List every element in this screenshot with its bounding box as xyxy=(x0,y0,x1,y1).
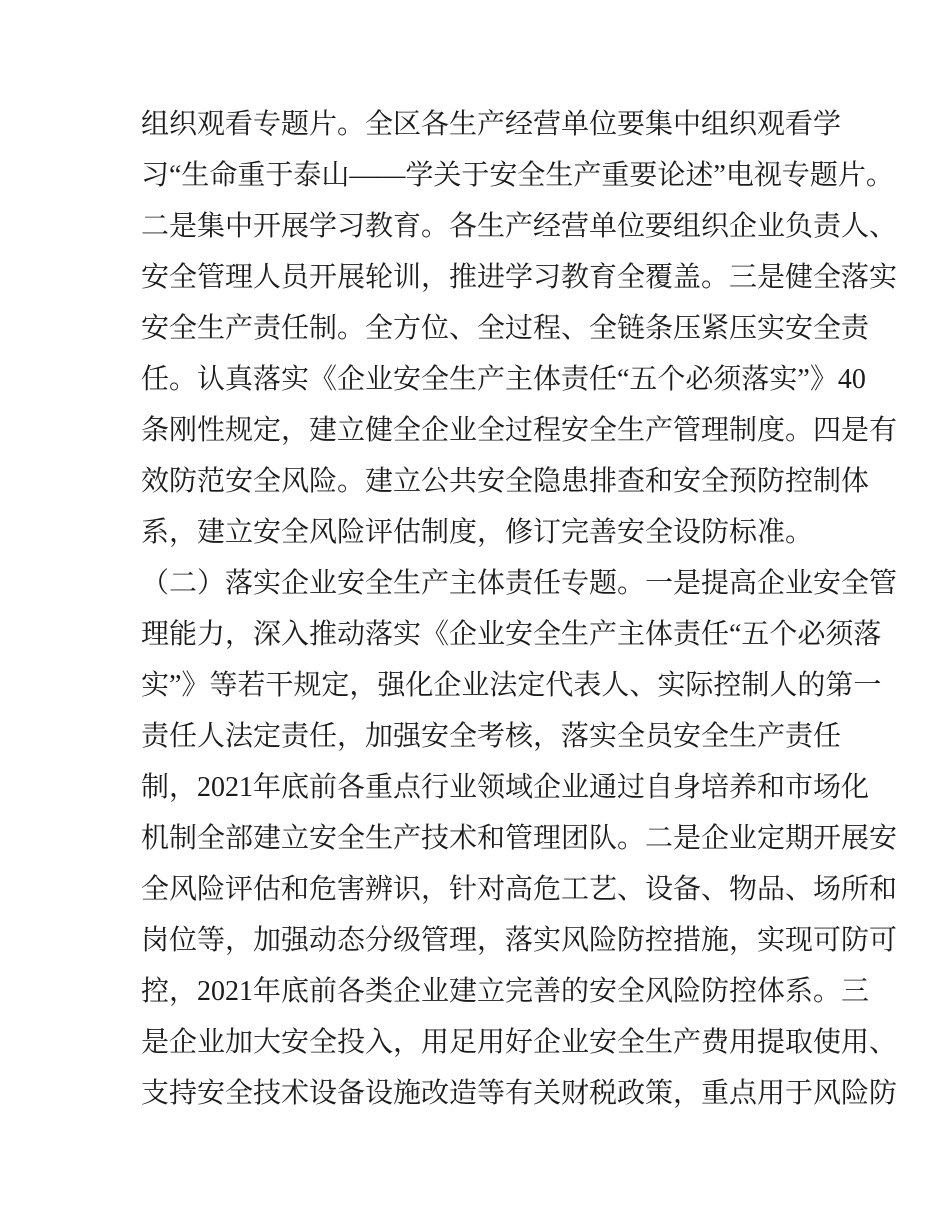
text-line: 责任人法定责任，加强安全考核，落实全员安全生产责任 xyxy=(141,721,842,752)
text-line: 全风险评估和危害辨识，针对高危工艺、设备、物品、场所和 xyxy=(141,874,898,905)
text-line: 任。认真落实《企业安全生产主体责任“五个必须落实”》40 xyxy=(141,364,866,395)
text-line: 安全生产责任制。全方位、全过程、全链条压紧压实安全责 xyxy=(141,313,870,344)
text-line-section-heading: （二）落实企业安全生产主体责任专题。一是提高企业安全管 xyxy=(141,568,898,599)
text-line: 支持安全技术设备设施改造等有关财税政策，重点用于风险防 xyxy=(141,1078,898,1109)
text-line: 效防范安全风险。建立公共安全隐患排查和安全预防控制体 xyxy=(141,466,870,497)
text-line: 二是集中开展学习教育。各生产经营单位要组织企业负责人、 xyxy=(141,211,898,242)
text-line: 实”》等若干规定，强化企业法定代表人、实际控制人的第一 xyxy=(141,670,882,701)
text-line: 组织观看专题片。全区各生产经营单位要集中组织观看学 xyxy=(141,109,842,140)
text-line: 是企业加大安全投入，用足用好企业安全生产费用提取使用、 xyxy=(141,1027,898,1058)
text-line: 控，2021年底前各类企业建立完善的安全风险防控体系。三 xyxy=(141,976,870,1007)
text-line: 理能力，深入推动落实《企业安全生产主体责任“五个必须落 xyxy=(141,619,882,650)
text-line: 习“生命重于泰山——学关于安全生产重要论述”电视专题片。 xyxy=(141,160,894,191)
text-line: 条刚性规定，建立健全企业全过程安全生产管理制度。四是有 xyxy=(141,415,898,446)
text-line: 岗位等，加强动态分级管理，落实风险防控措施，实现可防可 xyxy=(141,925,898,956)
text-line: 机制全部建立安全生产技术和管理团队。二是企业定期开展安 xyxy=(141,823,898,854)
text-line: 制，2021年底前各重点行业领域企业通过自身培养和市场化 xyxy=(141,772,870,803)
text-line: 安全管理人员开展轮训，推进学习教育全覆盖。三是健全落实 xyxy=(141,262,898,293)
text-line-paragraph-end: 系，建立安全风险评估制度，修订完善安全设防标准。 xyxy=(141,517,814,548)
document-body-text xyxy=(141,99,898,1119)
